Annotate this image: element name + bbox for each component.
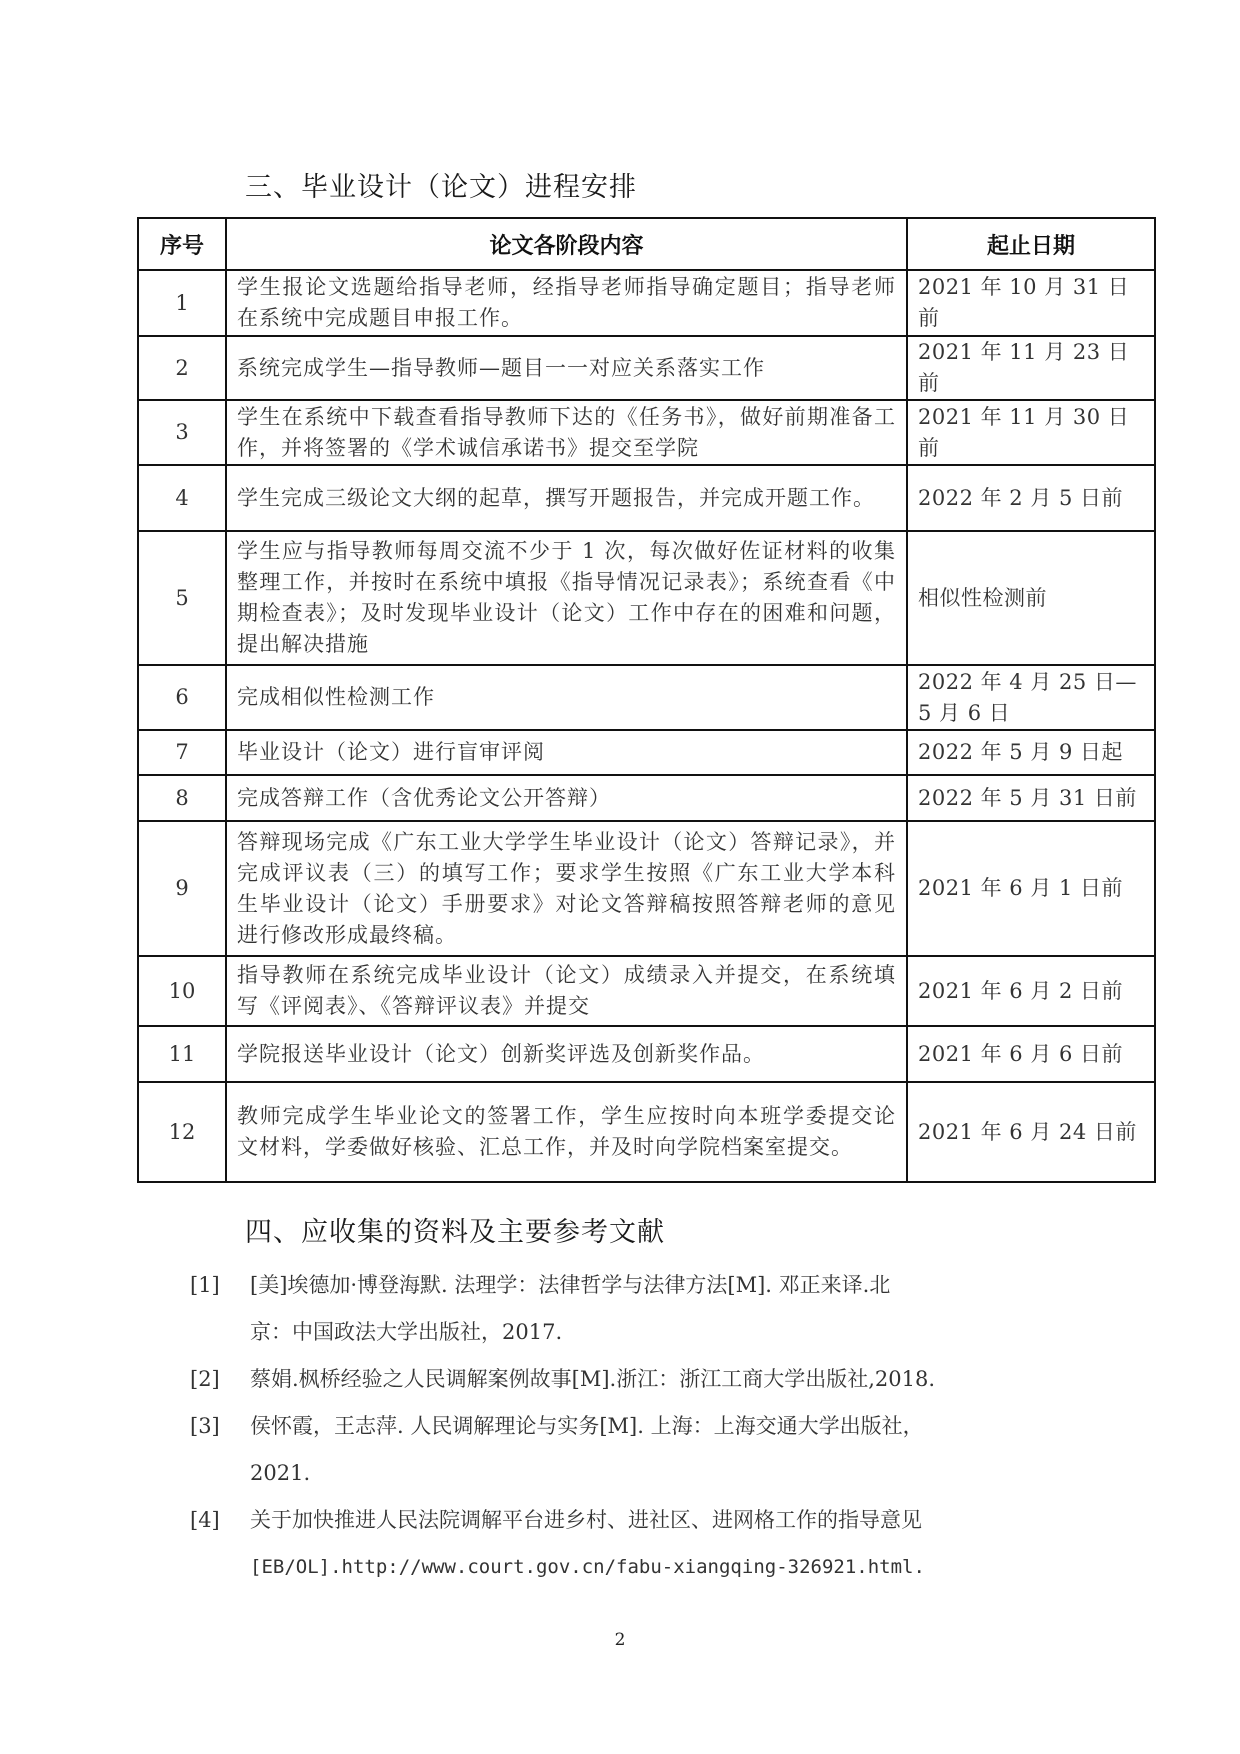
reference-item [190, 1497, 1070, 1544]
table-header-row [138, 218, 1155, 270]
seq-cell: 10 [138, 956, 226, 1026]
seq-cell: 4 [138, 465, 226, 531]
table-row [138, 465, 1155, 531]
date-cell: 2022 年 5 月 31 日前 [907, 775, 1155, 821]
date-cell: 2021 年 6 月 6 日前 [907, 1026, 1155, 1082]
date-cell: 2021 年 6 月 1 日前 [907, 821, 1155, 956]
section-4-heading: 四、应收集的资料及主要参考文献 [245, 1217, 665, 1248]
reference-continuation [190, 1544, 1070, 1591]
content-cell: 学院报送毕业设计（论文）创新奖评选及创新奖作品。 [226, 1026, 907, 1082]
seq-cell: 1 [138, 270, 226, 336]
reference-index: [3] [190, 1414, 220, 1438]
table-row [138, 730, 1155, 775]
reference-index: [1] [190, 1273, 220, 1297]
content-cell: 学生应与指导教师每周交流不少于 1 次，每次做好佐证材料的收集整理工作，并按时在系统中填报《指导情况记录表》；系统查看《中期检查表》；及时发现毕业设计（论文）工作中存在的困难和问题，提出解决措施 [226, 531, 907, 665]
content-cell: 毕业设计（论文）进行盲审评阅 [226, 730, 907, 775]
reference-continuation [190, 1309, 1070, 1356]
table-row [138, 956, 1155, 1026]
seq-cell: 11 [138, 1026, 226, 1082]
seq-cell: 9 [138, 821, 226, 956]
seq-cell: 12 [138, 1082, 226, 1182]
reference-text: 关于加快推进人民法院调解平台进乡村、进社区、进网格工作的指导意见 [250, 1508, 922, 1532]
reference-item [190, 1262, 1070, 1309]
seq-cell: 6 [138, 665, 226, 730]
date-cell: 2021 年 11 月 23 日前 [907, 336, 1155, 400]
content-cell: 完成相似性检测工作 [226, 665, 907, 730]
reference-text: 蔡娟.枫桥经验之人民调解案例故事[M].浙江：浙江工商大学出版社,2018. [250, 1367, 936, 1391]
table-row [138, 775, 1155, 821]
table-row [138, 270, 1155, 336]
reference-continuation [190, 1450, 1070, 1497]
table-row [138, 1082, 1155, 1182]
date-cell: 相似性检测前 [907, 531, 1155, 665]
content-cell: 答辩现场完成《广东工业大学学生毕业设计（论文）答辩记录》，并完成评议表（三）的填写工作；要求学生按照《广东工业大学本科生毕业设计（论文）手册要求》对论文答辩稿按照答辩老师的意见进行修改形成最终稿。 [226, 821, 907, 956]
date-cell: 2022 年 2 月 5 日前 [907, 465, 1155, 531]
seq-cell: 8 [138, 775, 226, 821]
date-cell: 2021 年 10 月 31 日前 [907, 270, 1155, 336]
reference-text: 侯怀霞，王志萍. 人民调解理论与实务[M]. 上海：上海交通大学出版社， [250, 1414, 924, 1438]
content-cell: 完成答辩工作（含优秀论文公开答辩） [226, 775, 907, 821]
content-cell: 指导教师在系统完成毕业设计（论文）成绩录入并提交，在系统填写《评阅表》、《答辩评议表》并提交 [226, 956, 907, 1026]
reference-item [190, 1403, 1070, 1450]
header-content: 论文各阶段内容 [226, 218, 907, 270]
date-cell: 2022 年 5 月 9 日起 [907, 730, 1155, 775]
table-row [138, 821, 1155, 956]
content-cell: 学生完成三级论文大纲的起草，撰写开题报告，并完成开题工作。 [226, 465, 907, 531]
seq-cell: 7 [138, 730, 226, 775]
date-cell: 2021 年 11 月 30 日前 [907, 400, 1155, 465]
header-seq: 序号 [138, 218, 226, 270]
content-cell: 学生报论文选题给指导老师，经指导老师指导确定题目；指导老师在系统中完成题目申报工作。 [226, 270, 907, 336]
date-cell: 2022 年 4 月 25 日—5 月 6 日 [907, 665, 1155, 730]
reference-index: [4] [190, 1508, 220, 1532]
seq-cell: 2 [138, 336, 226, 400]
table-row [138, 1026, 1155, 1082]
table-row [138, 336, 1155, 400]
seq-cell: 5 [138, 531, 226, 665]
date-cell: 2021 年 6 月 24 日前 [907, 1082, 1155, 1182]
reference-url[interactable]: [EB/OL].http://www.court.gov.cn/fabu-xiangqing-326921.html. [250, 1556, 925, 1578]
page-number: 2 [614, 1630, 626, 1650]
reference-text: 2021. [250, 1461, 311, 1485]
content-cell: 教师完成学生毕业论文的签署工作，学生应按时向本班学委提交论文材料，学委做好核验、汇总工作，并及时向学院档案室提交。 [226, 1082, 907, 1182]
schedule-table [137, 217, 1156, 1183]
header-date: 起止日期 [907, 218, 1155, 270]
section-3-heading: 三、毕业设计（论文）进程安排 [245, 172, 637, 203]
table-row [138, 665, 1155, 730]
content-cell: 系统完成学生—指导教师—题目一一对应关系落实工作 [226, 336, 907, 400]
seq-cell: 3 [138, 400, 226, 465]
reference-text: 京：中国政法大学出版社，2017. [250, 1320, 563, 1344]
reference-text: [美]埃德加·博登海默. 法理学：法律哲学与法律方法[M]. 邓正来译.北 [250, 1273, 891, 1297]
table-row [138, 400, 1155, 465]
reference-list [190, 1262, 1070, 1591]
reference-item [190, 1356, 1070, 1403]
content-cell: 学生在系统中下载查看指导教师下达的《任务书》，做好前期准备工作，并将签署的《学术诚信承诺书》提交至学院 [226, 400, 907, 465]
table-row [138, 531, 1155, 665]
date-cell: 2021 年 6 月 2 日前 [907, 956, 1155, 1026]
reference-index: [2] [190, 1367, 220, 1391]
